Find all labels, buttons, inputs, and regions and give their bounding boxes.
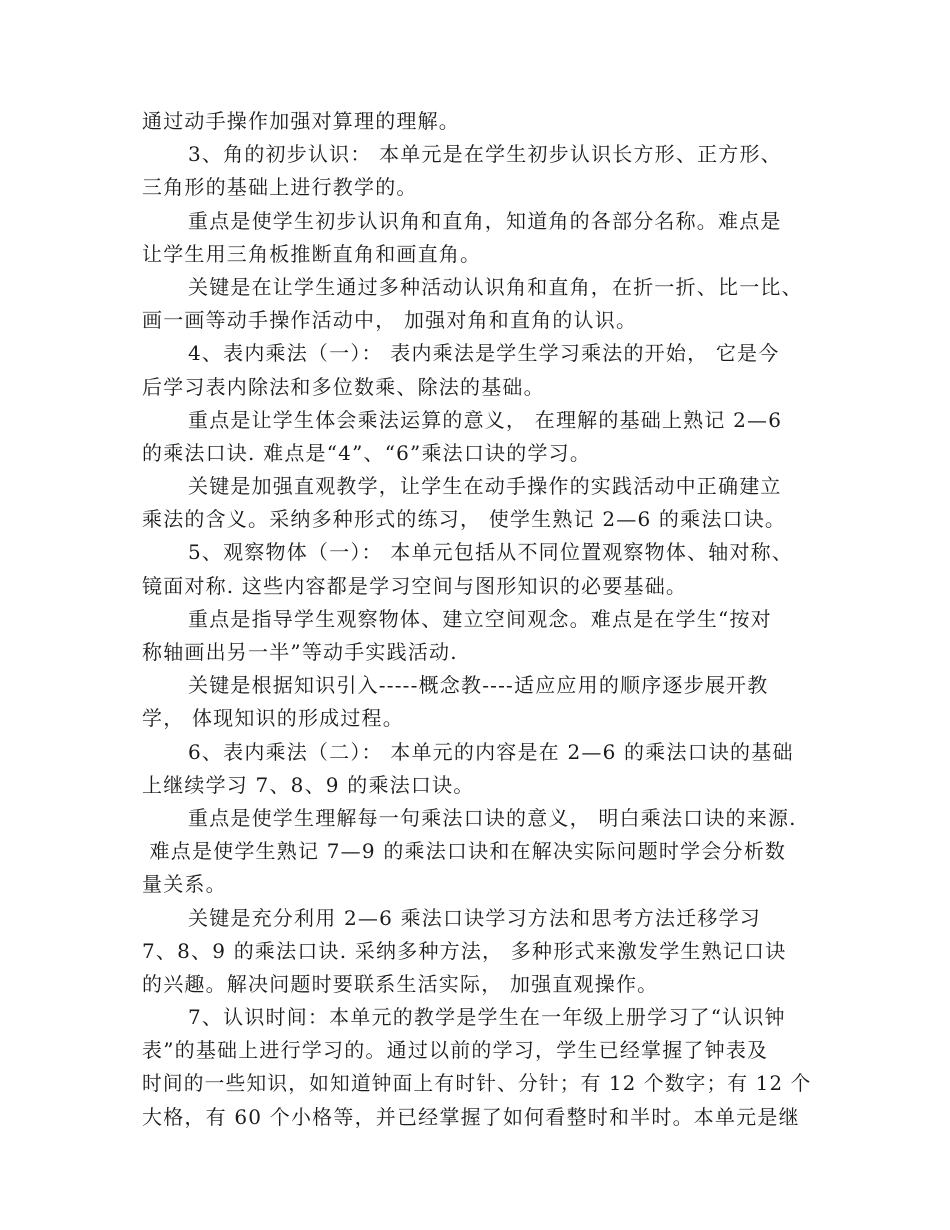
text-line: 时间的一些知识，如知道钟面上有时针、分针；有 12 个数字；有 12 个 — [142, 1071, 812, 1096]
text-line: 关键是加强直观教学，让学生在动手操作的实践活动中正确建立 — [188, 474, 782, 499]
text-line: 6、表内乘法（二）： 本单元的内容是在 2—6 的乘法口诀的基础 — [188, 739, 794, 764]
text-line: 后学习表内除法和多位数乘、除法的基础。 — [142, 374, 545, 399]
text-line: 关键是根据知识引入-----概念教----适应应用的顺序逐步展开教 — [188, 673, 769, 698]
text-line: 的乘法口诀. 难点是“4”、“6”乘法口诀的学习。 — [142, 440, 592, 465]
text-line: 关键是在让学生通过多种活动认识角和直角，在折一折、比一比、 — [188, 274, 803, 299]
text-line: 重点是让学生体会乘法运算的意义， 在理解的基础上熟记 2—6 — [188, 407, 783, 432]
text-line: 难点是使学生熟记 7—9 的乘法口诀和在解决实际问题时学会分析数 — [142, 839, 787, 864]
text-line: 重点是使学生初步认识角和直角，知道角的各部分名称。难点是 — [188, 208, 782, 233]
text-line: 重点是指导学生观察物体、建立空间观念。难点是在学生“按对 — [188, 606, 772, 631]
text-line: 学， 体现知识的形成过程。 — [142, 706, 404, 731]
text-line: 7、8、9 的乘法口诀. 采纳多种方法， 多种形式来激发学生熟记口诀 — [142, 938, 787, 963]
text-line: 量关系。 — [142, 872, 227, 897]
text-line: 大格，有 60 个小格等，并已经掌握了如何看整时和半时。本单元是继 — [142, 1104, 800, 1129]
text-line: 上继续学习 7、8、9 的乘法口诀。 — [142, 772, 475, 797]
text-line: 通过动手操作加强对算理的理解。 — [142, 109, 460, 133]
text-line: 的兴趣。解决问题时要联系生活实际， 加强直观操作。 — [142, 971, 659, 996]
text-line: 5、观察物体（一）： 本单元包括从不同位置观察物体、轴对称、 — [188, 540, 794, 565]
text-line: 关键是充分利用 2—6 乘法口诀学习方法和思考方法迁移学习 — [188, 905, 761, 930]
text-line: 重点是使学生理解每一句乘法口诀的意义， 明白乘法口诀的来源. — [188, 805, 797, 830]
text-line: 让学生用三角板推断直角和画直角。 — [142, 241, 482, 266]
text-line: 7、认识时间：本单元的教学是学生在一年级上册学习了“认识钟 — [188, 1005, 786, 1030]
text-line: 画一画等动手操作活动中， 加强对角和直角的认识。 — [142, 308, 638, 333]
document-body — [142, 105, 812, 1134]
text-line: 4、表内乘法（一）： 表内乘法是学生学习乘法的开始， 它是今 — [188, 341, 780, 366]
text-line: 3、角的初步认识： 本单元是在学生初步认识长方形、正方形、 — [188, 142, 782, 167]
text-line: 称轴画出另一半”等动手实践活动. — [142, 640, 458, 664]
text-line: 乘法的含义。采纳多种形式的练习， 使学生熟记 2—6 的乘法口诀。 — [142, 507, 787, 532]
text-line: 镜面对称. 这些内容都是学习空间与图形知识的必要基础。 — [142, 573, 688, 598]
text-line: 表”的基础上进行学习的。通过以前的学习，学生已经掌握了钟表及 — [142, 1038, 769, 1063]
text-line: 三角形的基础上进行教学的。 — [142, 175, 418, 200]
